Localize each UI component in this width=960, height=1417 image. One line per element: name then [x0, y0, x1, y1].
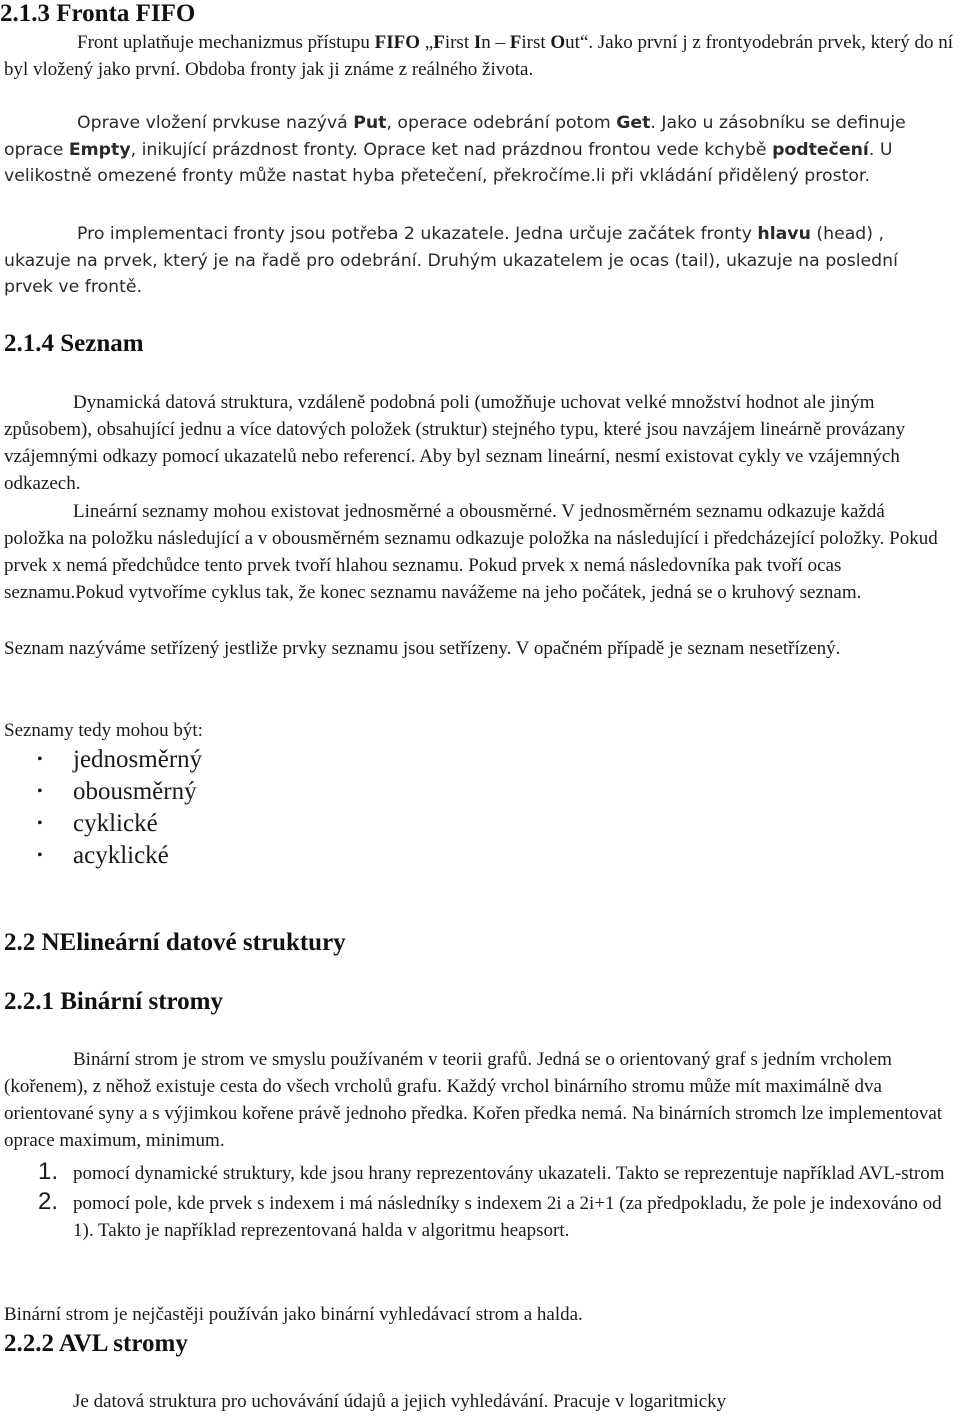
- list-item-text: pomocí dynamické struktury, kde jsou hrany reprezentovány ukazateli. Takto se reprezentuje například AVL-strom: [73, 1163, 945, 1184]
- text-run: Oprave vložení prvkuse nazývá: [77, 113, 354, 133]
- fifo-paragraph-2: [0, 110, 944, 190]
- seznam-paragraph-2: Lineární seznamy mohou existovat jednosměrné a obousměrné. V jednosměrném seznamu odkazuje každá položka na položku následující a v obousměrném seznamu odkazuje položka na následující i předcházející položky. Pokud prvek x nemá předchůdce tento prvek tvoří hlahou seznamu. Pokud prvek x nemá následovníka pak tvoří ocas seznamu.Pokud vytvoříme cyklus tak, že konec seznamu navážeme na jeho počátek, jedná se o kruhový seznam.: [4, 501, 938, 603]
- section-heading-binarni: 2.2.1 Binární stromy: [4, 988, 223, 1015]
- list-item: • acyklické: [0, 840, 960, 872]
- text-run: n –: [481, 32, 510, 53]
- seznam-paragraph-3: Seznam nazýváme setřízený jestliže prvky seznamu jsou setřízeny. V opačném případě je seznam nesetřízený.: [4, 638, 841, 659]
- bold-term: podtečení: [772, 139, 869, 160]
- section-heading-seznam: 2.1.4 Seznam: [4, 330, 144, 357]
- bold-term: F: [433, 32, 445, 53]
- bold-term: Empty: [68, 139, 131, 160]
- text-run: irst: [521, 32, 551, 53]
- list-number: 1.: [38, 1158, 59, 1185]
- list-item: [0, 1190, 960, 1244]
- text-run: irst: [444, 32, 474, 53]
- text-run: . U velikostně omezené fronty může nastat hyba přetečení, překročíme.li při vkládání přidělený prostor.: [4, 139, 893, 186]
- section-heading-fifo: 2.1.3 Fronta FIFO: [0, 0, 196, 27]
- bold-term: Put: [353, 113, 387, 133]
- section-heading-avl: 2.2.2 AVL stromy: [4, 1330, 188, 1357]
- binarni-paragraph-1: Binární strom je strom ve smyslu používaném v teorii grafů. Jedná se o orientovaný graf s jedním vrcholem (kořenem), z něhož existuje cesta do všech vrcholů grafu. Každý vrchol binárního stromu může mít maximálně dva orientované syny a s výjimkou kořene právě jednoho předka. Kořen předka nemá. Na binárních stromch lze implementovat oprace maximum, minimum.: [4, 1049, 943, 1151]
- binarni-implementation-list: [0, 1160, 960, 1247]
- text-run: (head) , ukazuje na prvek, který je na řadě pro odebrání. Druhým ukazatelem je ocas (tail), ukazuje na poslední prvek ve frontě.: [4, 224, 898, 297]
- bold-term: F: [509, 32, 522, 53]
- list-item: • obousměrný: [0, 776, 960, 808]
- bold-term: O: [550, 32, 566, 53]
- text-run: Front uplatňuje mechanizmus přístupu: [77, 32, 375, 53]
- binarni-paragraph-2: Binární strom je nejčastěji používán jako binární vyhledávací strom a halda.: [4, 1304, 583, 1325]
- text-run: . Jako u zásobníku se definuje oprace: [4, 113, 906, 160]
- seznam-list-intro: Seznamy tedy mohou být:: [4, 720, 203, 741]
- fifo-paragraph-3: [0, 221, 944, 301]
- list-item: • cyklické: [0, 808, 960, 840]
- section-heading-nelinearni: 2.2 NElineární datové struktury: [4, 929, 346, 956]
- list-item-text: pomocí pole, kde prvek s indexem i má následníky s indexem 2i a 2i+1 (za předpokladu, že pole je indexováno od 1). Takto je například reprezentovaná halda v algoritmu heapsort.: [73, 1193, 942, 1241]
- bold-term: I: [473, 32, 482, 53]
- bold-term: FIFO: [374, 32, 421, 53]
- bold-term: Get: [616, 113, 651, 133]
- bold-term: hlavu: [757, 224, 811, 244]
- text-run: , inikující prázdnost fronty. Oprace ket nad prázdnou frontou vede kchybě: [130, 139, 773, 160]
- text-run: , operace odebrání potom: [386, 113, 617, 133]
- text-run: Pro implementaci fronty jsou potřeba 2 ukazatele. Jedna určuje začátek fronty: [77, 224, 758, 244]
- text-run: ut“. Jako první j z frontyodebrán prvek, který do ní byl vložený jako první. Obdoba fronty jak ji známe z reálného života.: [4, 32, 953, 80]
- text-run: „: [420, 32, 434, 53]
- seznam-paragraph-1: Dynamická datová struktura, vzdáleně podobná poli (umožňuje uchovat velké množství hodnot ale jiným způsobem), obsahující jednu a více datových položek (struktur) stejného typu, které jsou navzájem lineárně provázany vzájemnými odkazy pomocí ukazatelů nebo referencí. Aby byl seznam lineární, nesmí existovat cykly ve vzájemných odkazech.: [4, 392, 906, 494]
- list-number: 2.: [38, 1188, 59, 1215]
- fifo-paragraph-1: [0, 29, 954, 83]
- list-item: [0, 1160, 960, 1187]
- list-item: • jednosměrný: [0, 744, 960, 776]
- avl-paragraph-1: Je datová struktura pro uchovávání údajů a jejich vyhledávání. Pracuje v logaritmicky: [73, 1391, 727, 1412]
- seznam-types-list: [0, 744, 960, 872]
